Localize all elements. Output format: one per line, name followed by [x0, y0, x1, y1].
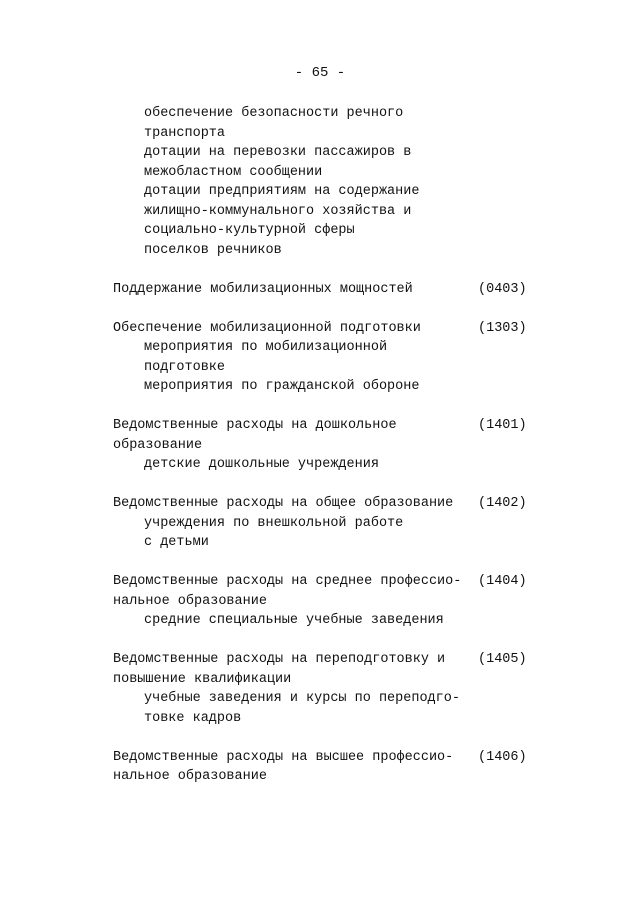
section-title-continuation: образование: [113, 437, 203, 453]
list-item: мероприятия по гражданской обороне: [144, 379, 420, 394]
section-code: (1405): [478, 652, 527, 667]
section-code: (0403): [478, 281, 527, 297]
list-item: подготовке: [144, 359, 226, 375]
section-heading: [0, 416, 640, 436]
section-heading: [0, 748, 640, 768]
list-item: мероприятия по мобилизационной: [144, 340, 388, 355]
list-item: дотации предприятиям на содержание: [144, 184, 420, 199]
list-item: межобластном сообщении: [144, 164, 323, 180]
section-heading: [0, 572, 640, 592]
section-title: Ведомственные расходы на среднее профессио-: [113, 574, 462, 589]
list-item: учебные заведения и курсы по переподго-: [144, 691, 460, 706]
list-item: детские дошкольные учреждения: [144, 457, 379, 472]
list-item: жилищно-коммунального хозяйства и: [144, 203, 412, 219]
section-heading: [0, 494, 640, 514]
section-title: Ведомственные расходы на переподготовку и: [113, 652, 446, 667]
list-item: дотации на перевозки пассажиров в: [144, 145, 412, 160]
section-title-continuation: нальное образование: [113, 769, 267, 784]
list-item: средние специальные учебные заведения: [144, 613, 444, 628]
list-item: учреждения по внешкольной работе: [144, 515, 404, 531]
section-code: (1401): [478, 418, 527, 433]
section-title: Поддержание мобилизационных мощностей: [113, 281, 413, 297]
section-heading: [0, 280, 640, 300]
section-title: Ведомственные расходы на дошкольное: [113, 418, 397, 433]
list-item: транспорта: [144, 125, 226, 141]
section-heading: [0, 319, 640, 339]
list-item: поселков речников: [144, 242, 282, 258]
section-title-continuation: повышение квалификации: [113, 671, 292, 687]
section-title: Ведомственные расходы на общее образование: [113, 496, 454, 511]
section-code: (1404): [478, 574, 527, 589]
section-heading: [0, 650, 640, 670]
section-code: (1402): [478, 496, 527, 511]
section-title: Ведомственные расходы на высшее профессио-: [113, 749, 454, 765]
section-code: (1406): [478, 749, 527, 765]
list-item: обеспечение безопасности речного: [144, 106, 404, 121]
list-item: с детьми: [144, 535, 209, 550]
section-title-continuation: нальное образование: [113, 593, 267, 609]
budget-lines: [0, 104, 640, 787]
section-code: (1303): [478, 320, 527, 336]
page-number: - 65 -: [294, 65, 346, 81]
list-item: товке кадров: [144, 710, 242, 726]
list-item: социально-культурной сферы: [144, 223, 355, 238]
section-title: Обеспечение мобилизационной подготовки: [113, 320, 421, 336]
